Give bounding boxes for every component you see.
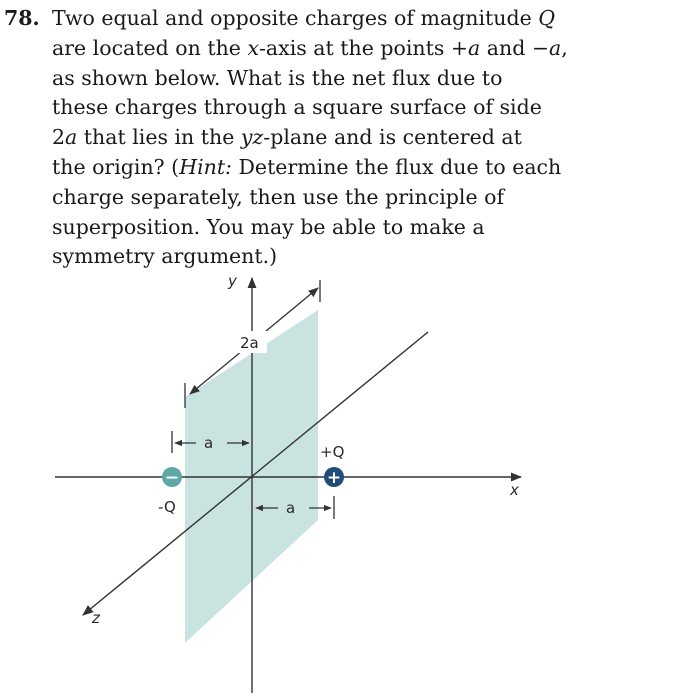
left-dim-label: a bbox=[204, 434, 214, 452]
italic-term: x bbox=[247, 35, 259, 60]
positive-charge-label: +Q bbox=[320, 443, 345, 461]
italic-term: a bbox=[468, 35, 481, 60]
side-label: 2a bbox=[240, 334, 259, 352]
problem-line-7: charge separately, then use the principle of bbox=[52, 184, 505, 209]
problem-line-9: symmetry argument.) bbox=[52, 244, 278, 269]
negative-charge-symbol: − bbox=[164, 468, 180, 488]
positive-charge-symbol: + bbox=[326, 468, 342, 488]
italic-term: Q bbox=[538, 6, 556, 30]
problem-line-3: as shown below. What is the net flux due to bbox=[52, 65, 503, 90]
italic-term: a bbox=[65, 125, 78, 150]
x-axis-label: x bbox=[510, 481, 519, 499]
right-dim-label: a bbox=[286, 499, 296, 517]
negative-charge-label: -Q bbox=[158, 498, 176, 516]
italic-term: a bbox=[549, 35, 562, 60]
problem-number: 78. bbox=[4, 6, 40, 30]
problem-line-5: 2a that lies in the yz-plane and is centered at bbox=[52, 125, 522, 150]
problem-line-4: these charges through a square surface of side bbox=[52, 95, 542, 120]
italic-term: yz bbox=[240, 125, 264, 150]
y-axis-label: y bbox=[228, 272, 237, 290]
problem-line-6: the origin? (Hint: Determine the flux due to each bbox=[52, 155, 562, 179]
z-axis-label: z bbox=[92, 609, 100, 627]
problem-line-8: superposition. You may be able to make a bbox=[52, 214, 485, 239]
problem-line-1: Two equal and opposite charges of magnitude Q bbox=[52, 6, 556, 30]
italic-term: Hint: bbox=[179, 155, 232, 179]
problem-line-2: are located on the x-axis at the points +a and −a, bbox=[52, 35, 568, 60]
